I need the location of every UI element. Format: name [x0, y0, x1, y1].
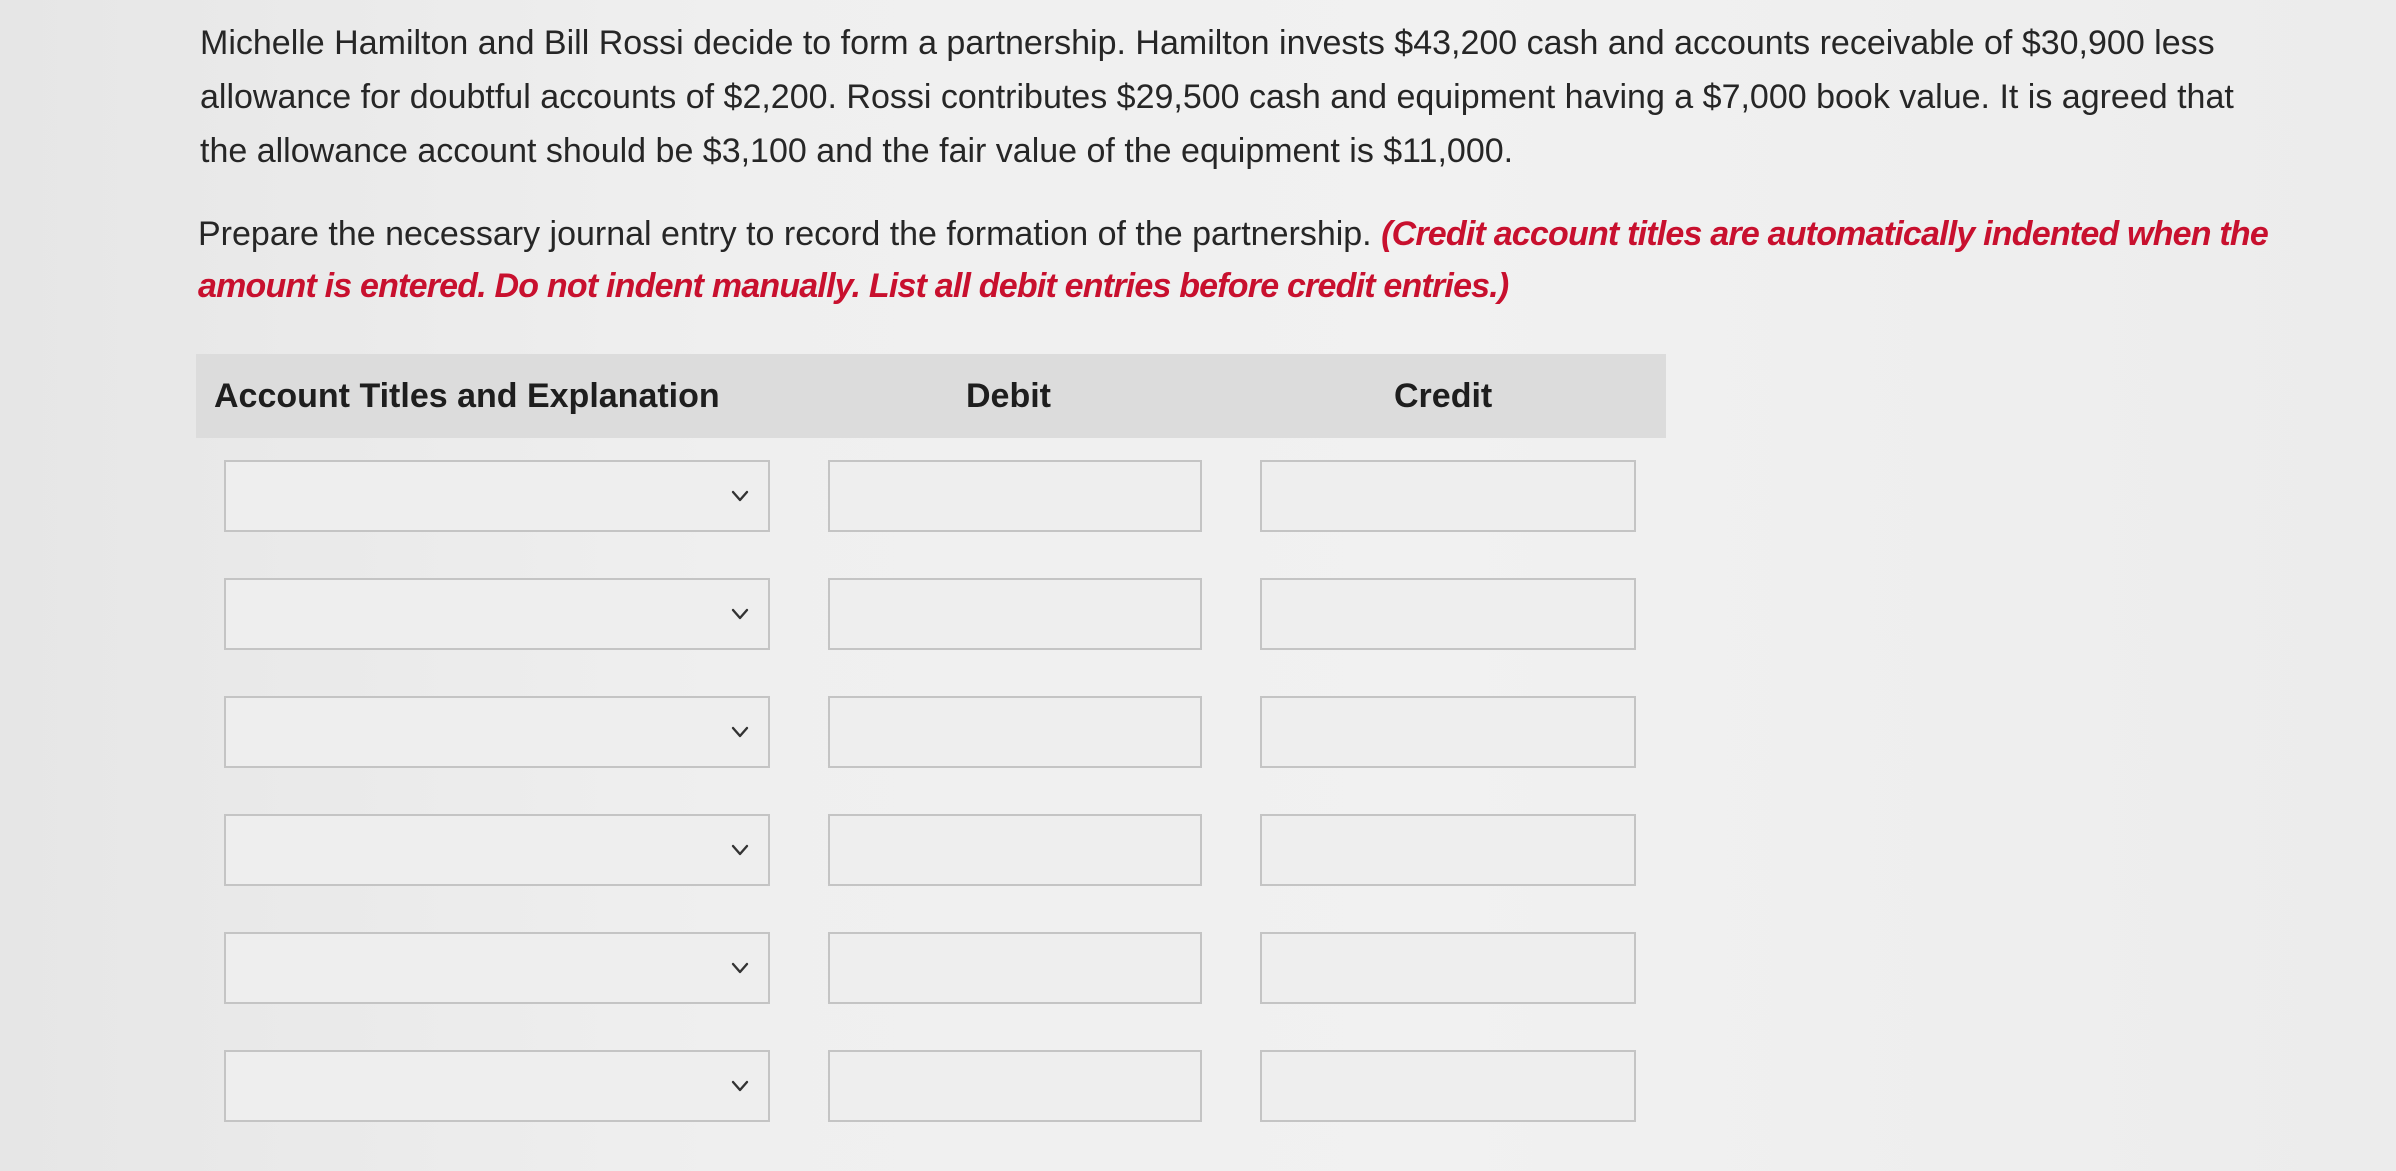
chevron-down-icon[interactable] [728, 484, 752, 508]
header-debit: Debit [966, 377, 1051, 415]
journal-row [0, 460, 1700, 536]
chevron-down-icon[interactable] [728, 1074, 752, 1098]
credit-amount-input[interactable] [1260, 814, 1636, 886]
debit-amount-input[interactable] [828, 1050, 1202, 1122]
account-title-select[interactable] [224, 1050, 770, 1122]
header-credit: Credit [1394, 377, 1493, 415]
debit-amount-input[interactable] [828, 814, 1202, 886]
debit-amount-input[interactable] [828, 578, 1202, 650]
credit-amount-input[interactable] [1260, 1050, 1636, 1122]
instructions-text: Prepare the necessary journal entry to record the formation of the partnership. [198, 215, 1372, 253]
chevron-down-icon[interactable] [728, 956, 752, 980]
problem-statement: Michelle Hamilton and Bill Rossi decide to form a partnership. Hamilton invests $43,200 cash and accounts receivable of $30,900 less allowance for doubtful accounts of $2,200. Rossi contributes $29,500 cash and equipment having a $7,000 book value. It is agreed that the allowance account should be $3,100 and the fair value of the equipment is $11,000. [200, 24, 2234, 170]
journal-table-header [196, 354, 1666, 438]
journal-row [0, 932, 1700, 1008]
instructions-note: (Credit account titles are automatically indented when the amount is entered. Do not indent manually. List all debit entries before credit entries.) [198, 215, 2268, 305]
account-title-select[interactable] [224, 696, 770, 768]
debit-amount-input[interactable] [828, 696, 1202, 768]
chevron-down-icon[interactable] [728, 602, 752, 626]
account-title-select[interactable] [224, 460, 770, 532]
debit-amount-input[interactable] [828, 460, 1202, 532]
header-account-titles: Account Titles and Explanation [214, 377, 720, 415]
credit-amount-input[interactable] [1260, 696, 1636, 768]
journal-row [0, 1050, 1700, 1126]
journal-row [0, 696, 1700, 772]
account-title-select[interactable] [224, 814, 770, 886]
account-title-select[interactable] [224, 578, 770, 650]
credit-amount-input[interactable] [1260, 932, 1636, 1004]
debit-amount-input[interactable] [828, 932, 1202, 1004]
chevron-down-icon[interactable] [728, 720, 752, 744]
account-title-select[interactable] [224, 932, 770, 1004]
journal-row [0, 578, 1700, 654]
instructions [198, 208, 2278, 312]
journal-row [0, 814, 1700, 890]
chevron-down-icon[interactable] [728, 838, 752, 862]
credit-amount-input[interactable] [1260, 578, 1636, 650]
credit-amount-input[interactable] [1260, 460, 1636, 532]
